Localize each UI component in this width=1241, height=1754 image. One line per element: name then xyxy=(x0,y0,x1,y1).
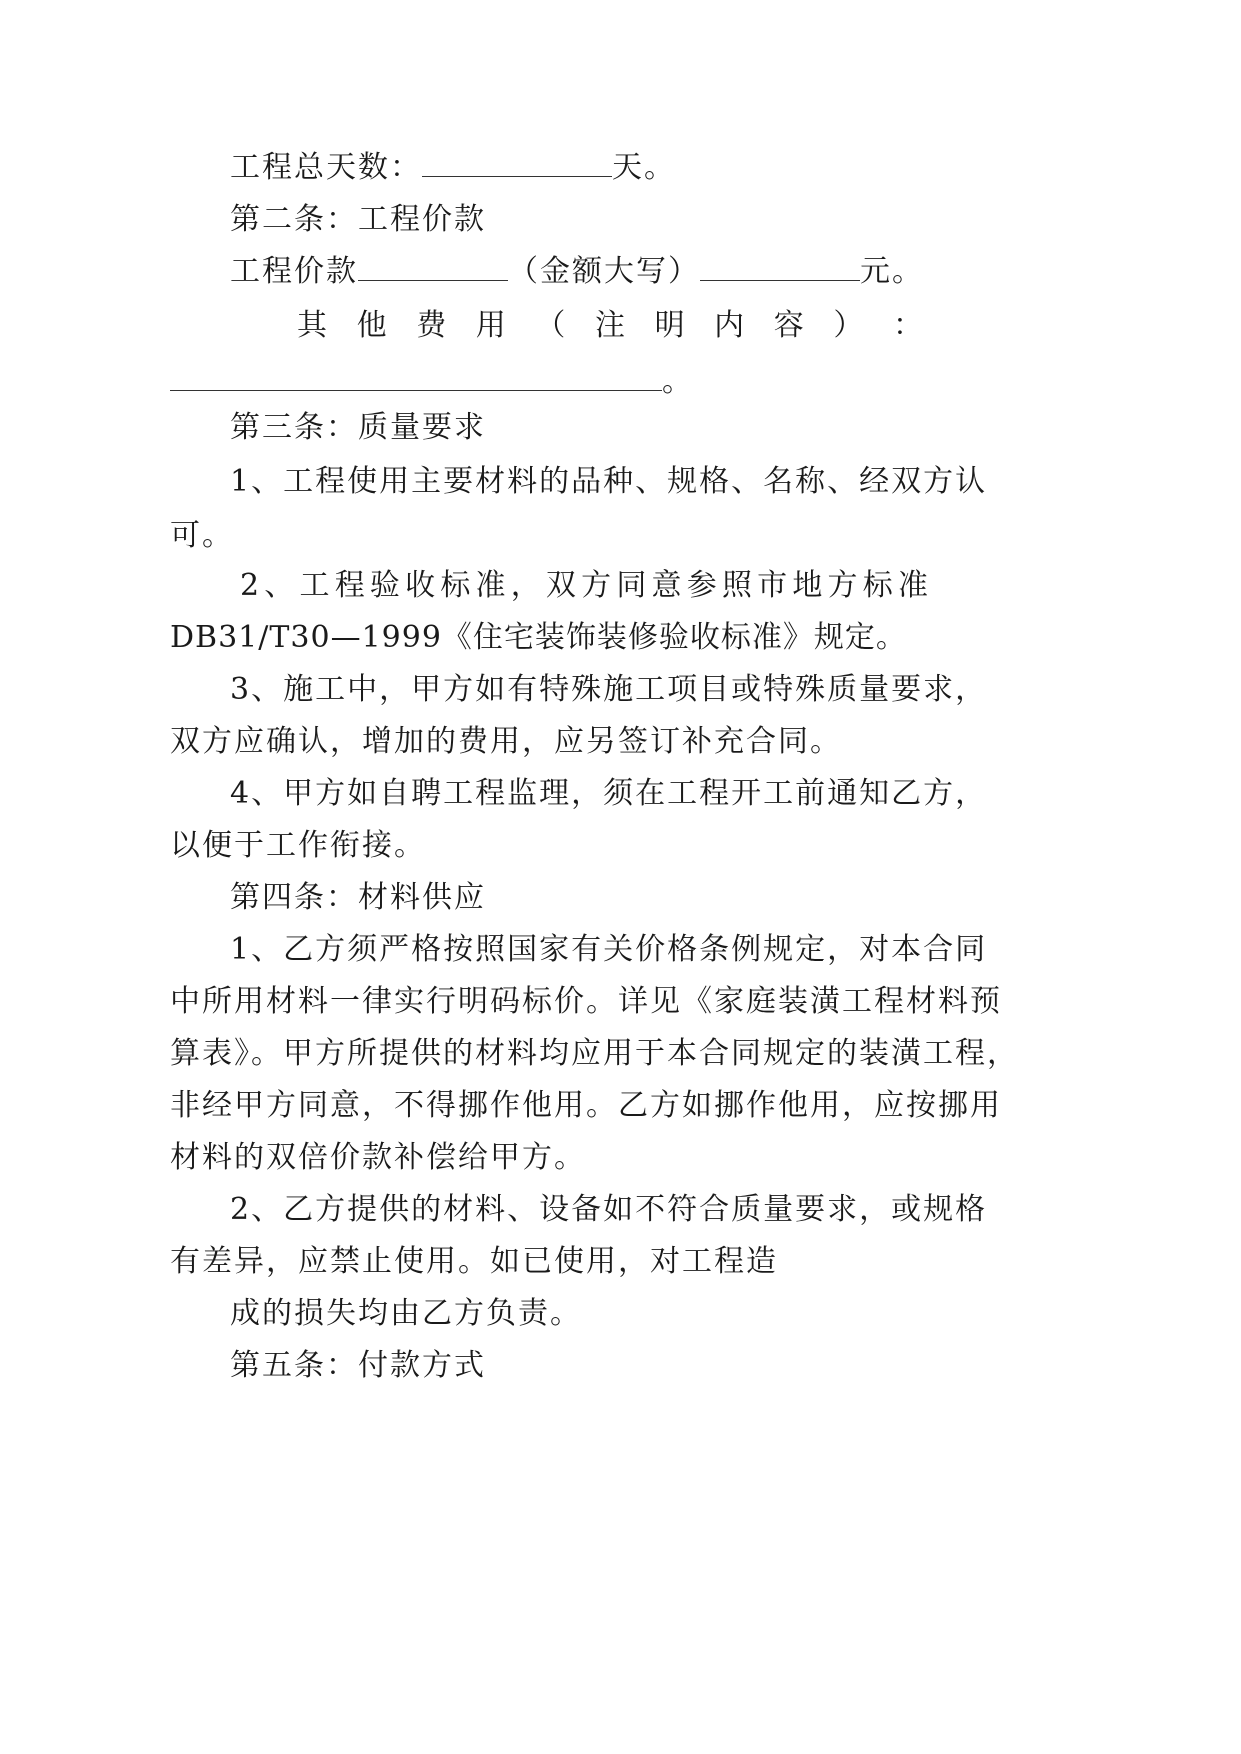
other-fees-char: 用 xyxy=(475,308,508,343)
quality-item-1-line-1: 1、工程使用主要材料的品种、规格、名称、经双方认 xyxy=(230,464,988,499)
other-fees-blank xyxy=(170,366,662,391)
item-2-char: 准 xyxy=(897,568,930,603)
total-days-label: 工程总天数： xyxy=(230,150,422,185)
material-item-1-line-3: 算表》。甲方所提供的材料均应用于本合同规定的装潢工程， xyxy=(170,1036,1019,1071)
other-fees-char: 注 xyxy=(594,308,627,343)
quality-item-2-line-2: DB31/T30—1999《住宅装饰装修验收标准》规定。 xyxy=(170,620,907,655)
item-2-char: 双 xyxy=(545,568,578,603)
item-2-char: 方 xyxy=(581,568,614,603)
item-2-char: 程 xyxy=(334,568,367,603)
total-days-blank xyxy=(422,152,612,177)
project-price-line xyxy=(230,252,924,292)
total-days-unit: 天。 xyxy=(612,150,676,185)
material-item-2-line-1: 2、乙方提供的材料、设备如不符合质量要求，或规格 xyxy=(230,1192,988,1227)
other-fees-blank-line xyxy=(170,362,694,402)
other-fees-char: ） xyxy=(833,308,866,343)
quality-item-3-line-2: 双方应确认，增加的费用，应另签订补充合同。 xyxy=(170,724,842,759)
project-price-label: 工程价款 xyxy=(230,254,358,289)
material-item-2-line-3: 成的损失均由乙方负责。 xyxy=(230,1296,582,1331)
article-4-heading: 第四条：材料供应 xyxy=(230,880,486,915)
material-item-1-line-2: 中所用材料一律实行明码标价。详见《家庭装潢工程材料预 xyxy=(170,984,1002,1019)
quality-item-1-line-2: 可。 xyxy=(170,518,234,553)
article-3-heading: 第三条：质量要求 xyxy=(230,410,486,445)
other-fees-line xyxy=(297,306,925,346)
amount-uppercase-note: （金额大写） xyxy=(508,254,700,289)
item-2-char: 照 xyxy=(721,568,754,603)
price-number-blank xyxy=(358,256,508,281)
item-2-char: ， xyxy=(510,568,543,603)
price-uppercase-blank xyxy=(700,256,860,281)
total-days-line xyxy=(230,148,676,188)
item-2-char: 同 xyxy=(616,568,649,603)
article-2-heading: 第二条：工程价款 xyxy=(230,202,486,237)
other-fees-char: 其 xyxy=(297,308,329,343)
quality-item-4-line-1: 4、甲方如自聘工程监理，须在工程开工前通知乙方， xyxy=(230,776,988,811)
item-2-char: 2 xyxy=(240,568,262,603)
item-2-char: 参 xyxy=(686,568,719,603)
quality-item-3-line-1: 3、施工中，甲方如有特殊施工项目或特殊质量要求， xyxy=(230,672,988,707)
other-fees-char: 他 xyxy=(356,308,389,343)
other-fees-end: 。 xyxy=(662,364,694,399)
material-item-1-line-1: 1、乙方须严格按照国家有关价格条例规定，对本合同 xyxy=(230,932,988,967)
item-2-char: 标 xyxy=(862,568,895,603)
item-2-char: 意 xyxy=(651,568,684,603)
material-item-1-line-4: 非经甲方同意，不得挪作他用。乙方如挪作他用，应按挪用 xyxy=(170,1088,1002,1123)
item-2-char: 、 xyxy=(264,568,297,603)
item-2-char: 标 xyxy=(440,568,473,603)
material-item-1-line-5: 材料的双倍价款补偿给甲方。 xyxy=(170,1140,586,1175)
item-2-char: 地 xyxy=(792,568,825,603)
item-2-char: 收 xyxy=(405,568,438,603)
other-fees-char: 内 xyxy=(714,308,747,343)
article-5-heading: 第五条：付款方式 xyxy=(230,1348,486,1383)
quality-item-2-line-1 xyxy=(240,566,930,606)
item-2-char: 准 xyxy=(475,568,508,603)
item-2-char: 工 xyxy=(299,568,332,603)
other-fees-char: 明 xyxy=(654,308,687,343)
other-fees-char: （ xyxy=(535,308,568,343)
quality-item-4-line-2: 以便于工作衔接。 xyxy=(170,828,426,863)
item-2-char: 方 xyxy=(827,568,860,603)
material-item-2-line-2: 有差异，应禁止使用。如已使用，对工程造 xyxy=(170,1244,778,1279)
price-unit: 元。 xyxy=(860,254,924,289)
item-2-char: 市 xyxy=(757,568,790,603)
other-fees-char: 容 xyxy=(773,308,806,343)
other-fees-char: 费 xyxy=(416,308,449,343)
item-2-char: 验 xyxy=(369,568,402,603)
other-fees-char: ： xyxy=(892,308,925,343)
